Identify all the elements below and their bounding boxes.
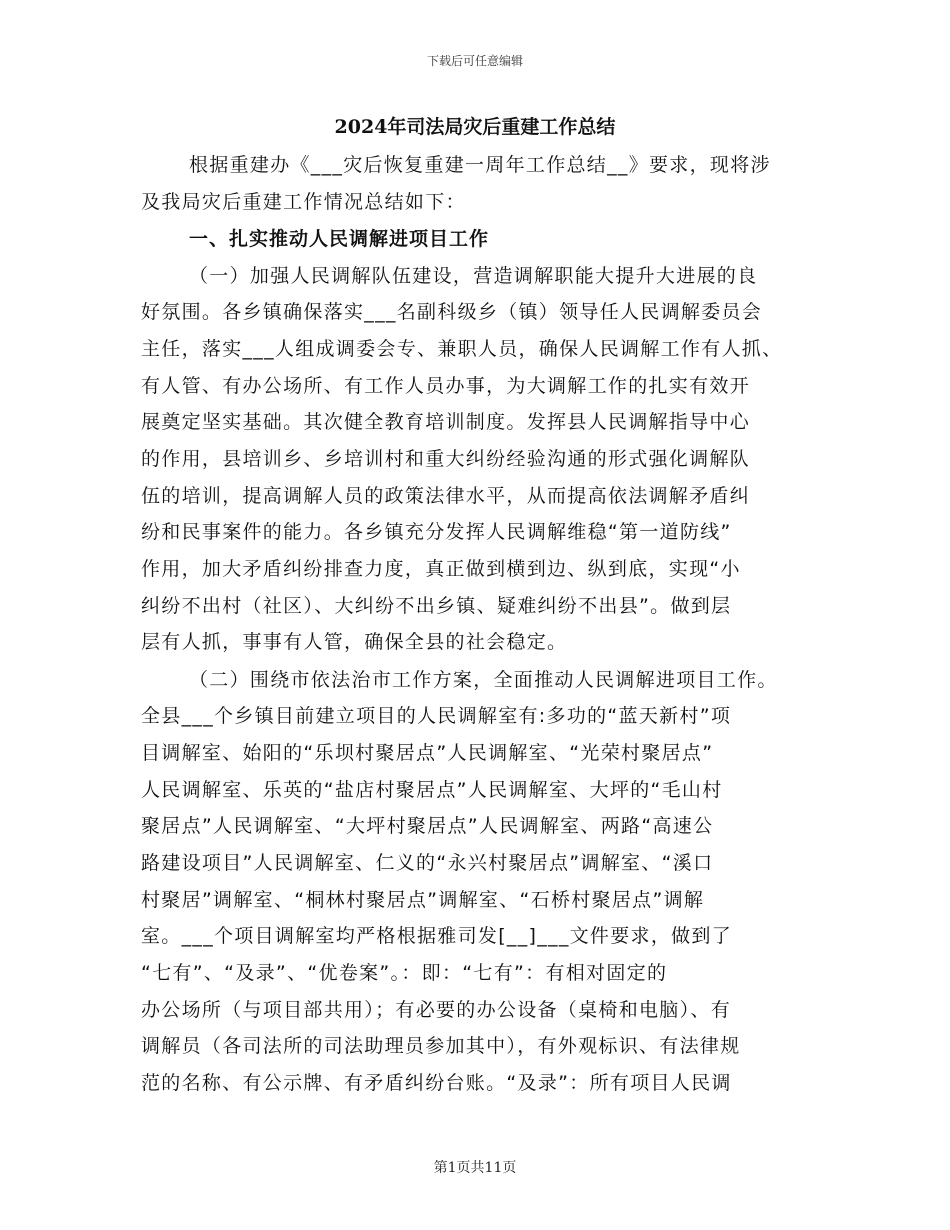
paragraph-line: （一）加强人民调解队伍建设，营造调解职能大提升大进展的良 [189, 265, 758, 287]
document-title: 2024年司法局灾后重建工作总结 [334, 116, 616, 138]
paragraph-line: 展奠定坚实基础。其次健全教育培训制度。发挥县人民调解指导中心 [141, 411, 751, 433]
paragraph-line: 路建设项目”人民调解室、仁义的“永兴村聚居点”调解室、“溪口 [141, 852, 714, 874]
paragraph-line: （二）围绕市依法治市工作方案，全面推动人民调解进项目工作。 [189, 669, 778, 691]
paragraph-line: 根据重建办《___灾后恢复重建一周年工作总结__》要求，现将涉 [189, 154, 771, 176]
paragraph-line: 村聚居”调解室、“桐林村聚居点”调解室、“石桥村聚居点”调解 [141, 889, 705, 911]
paragraph-line: “七有”、“及录”、“优卷案”。：即：“七有”：有相对固定的 [141, 962, 668, 984]
paragraph-line: 好氛围。各乡镇确保落实___名副科级乡（镇）领导任人民调解委员会 [141, 301, 763, 323]
paragraph-line: 纠纷不出村（社区）、大纠纷不出乡镇、疑难纠纷不出县”。做到层 [141, 595, 732, 617]
header-note: 下载后可任意编辑 [426, 54, 523, 68]
paragraph-line: 有人管、有办公场所、有工作人员办事，为大调解工作的扎实有效开 [141, 375, 751, 397]
paragraph-line: 纷和民事案件的能力。各乡镇充分发挥人民调解维稳“第一道防线” [141, 521, 732, 543]
page-footer: 第1页共11页 [433, 1160, 517, 1176]
paragraph-line: 范的名称、有公示牌、有矛盾纠纷台账。“及录”：所有项目人民调 [141, 1072, 732, 1094]
paragraph-line: 作用，加大矛盾纠纷排查力度，真正做到横到边、纵到底，实现“小 [141, 558, 741, 580]
paragraph-line: 层有人抓，事事有人管，确保全县的社会稳定。 [141, 631, 568, 653]
paragraph-line: 室。___个项目调解室均严格根据雅司发[__]___文件要求，做到了 [141, 925, 733, 947]
paragraph-line: 办公场所（与项目部共用）；有必要的办公设备（桌椅和电脑）、有 [141, 999, 732, 1021]
paragraph-line: 调解员（各司法所的司法助理员参加其中），有外观标识、有法律规 [141, 1035, 741, 1057]
paragraph-line: 及我局灾后重建工作情况总结如下： [141, 191, 466, 213]
paragraph-line: 的作用，县培训乡、乡培训村和重大纠纷经验沟通的形式强化调解队 [141, 448, 751, 470]
paragraph-line: 目调解室、始阳的“乐坝村聚居点”人民调解室、“光荣村聚居点” [141, 742, 714, 764]
section-heading: 一、扎实推动人民调解进项目工作 [189, 228, 490, 250]
paragraph-line: 聚居点”人民调解室、“大坪村聚居点”人民调解室、两路“高速公 [141, 815, 714, 837]
paragraph-line: 主任，落实___人组成调委会专、兼职人员，确保人民调解工作有人抓、 [141, 338, 783, 360]
paragraph-line: 人民调解室、乐英的“盐店村聚居点”人民调解室、大坪的“毛山村 [141, 779, 723, 801]
paragraph-line: 伍的培训，提高调解人员的政策法律水平，从而提高依法调解矛盾纠 [141, 485, 751, 507]
paragraph-line: 全县___个乡镇目前建立项目的人民调解室有:多功的“蓝天新村”项 [141, 705, 732, 727]
